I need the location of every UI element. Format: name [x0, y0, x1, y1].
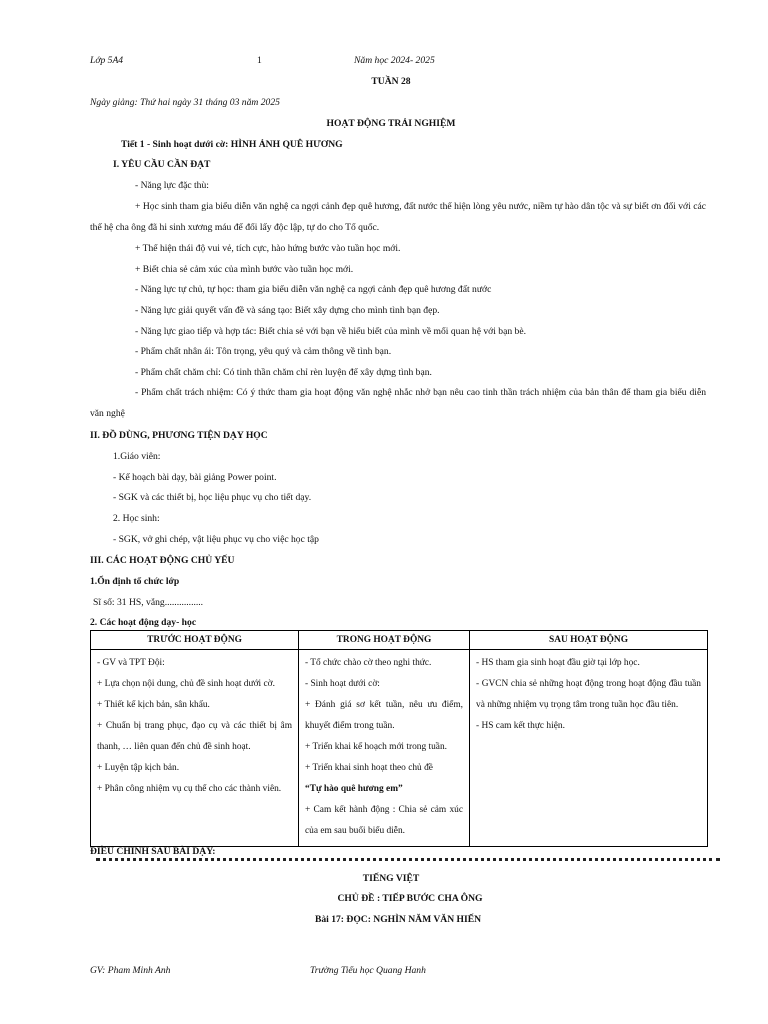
before-item: + Thiết kế kịch bản, sân khấu. — [97, 700, 210, 710]
after-item: - GVCN chia sẻ những hoạt động trong hoạt động đầu tuần và những nhiệm vụ trọng tâm trong tuần học đầu tiên. — [476, 679, 701, 710]
teaching-date: Ngày giảng: Thứ hai ngày 31 tháng 03 năm 2025 — [90, 97, 280, 108]
header-school-year: Năm học 2024- 2025 — [354, 55, 435, 66]
before-item: + Luyện tập kịch bản. — [97, 763, 180, 773]
s1-line-1: - Năng lực đặc thù: — [135, 180, 209, 191]
during-item: + Cam kết hành động : Chia sẻ cảm xúc của em sau buổi biểu diễn. — [305, 805, 463, 836]
during-theme-title: “Tự hào quê hương em” — [305, 784, 403, 794]
topic-2-title: CHỦ ĐỀ : TIẾP BƯỚC CHA ÔNG — [337, 893, 483, 904]
column-header-after: SAU HOẠT ĐỘNG — [470, 631, 708, 650]
during-item: - Tổ chức chào cờ theo nghi thức. — [305, 658, 432, 668]
s1-line-2: + Học sinh tham gia biểu diễn văn nghệ ca ngợi cảnh đẹp quê hương, đất nước thể hiện lòng yêu nước, niềm tự hào dân tộc và sự biết ơn đối với các thế hệ cha ông đã hi sinh xương máu để đổi lấy độc lập, tự do cho Tổ quốc. — [90, 201, 706, 233]
subject-2-title: TIẾNG VIỆT — [362, 873, 420, 884]
s2-line-2: - Kế hoạch bài dạy, bài giảng Power point. — [113, 472, 277, 483]
before-item: - GV và TPT Đội: — [97, 658, 165, 668]
footer-teacher: GV: Pham Minh Anh — [90, 965, 171, 976]
lesson-title: Tiết 1 - Sinh hoạt dưới cờ: HÌNH ẢNH QUÊ HƯƠNG — [121, 139, 343, 150]
before-activity-cell — [91, 650, 299, 847]
during-item: + Đánh giá sơ kết tuần, nêu ưu điểm, khuyết điểm trong tuần. — [305, 700, 463, 731]
lesson-2-title: Bài 17: ĐỌC: NGHÌN NĂM VĂN HIẾN — [314, 914, 482, 925]
after-item: - HS tham gia sinh hoạt đầu giờ tại lớp học. — [476, 658, 640, 668]
during-item: - Sinh hoạt dưới cờ: — [305, 679, 380, 689]
subject-title: HOẠT ĐỘNG TRẢI NGHIỆM — [326, 118, 456, 129]
activity-table — [90, 630, 708, 847]
s1-line-6: - Năng lực giải quyết vấn đề và sáng tạo: Biết xây dựng cho mình tình bạn đẹp. — [135, 305, 440, 316]
before-item: + Lựa chọn nội dung, chủ đề sinh hoạt dưới cờ. — [97, 679, 275, 689]
s2-line-3: - SGK và các thiết bị, học liệu phục vụ cho tiết dạy. — [113, 492, 312, 503]
header-page-number: 1 — [257, 55, 262, 66]
s1-line-5: - Năng lực tự chủ, tự học: tham gia biểu diễn văn nghệ ca ngợi cảnh đẹp quê hương đất nước — [135, 284, 492, 295]
header-class: Lớp 5A4 — [90, 55, 124, 66]
before-item: + Phân công nhiệm vụ cụ thể cho các thành viên. — [97, 784, 282, 794]
s1-line-4: + Biết chia sẻ cảm xúc của mình bước vào tuần học mới. — [135, 264, 354, 275]
section-3-2-heading: 2. Các hoạt động dạy- học — [90, 617, 197, 628]
s1-line-10: - Phẩm chất trách nhiệm: Có ý thức tham gia hoạt động văn nghệ nhắc nhở bạn nêu cao tinh thần trách nhiệm của bản thân để tham gia biểu diễn văn nghệ — [90, 387, 706, 419]
attendance-line: Sĩ số: 31 HS, vắng................ — [93, 597, 204, 608]
before-item: + Chuẩn bị trang phục, đạo cụ và các thiết bị âm thanh, … liên quan đến chủ đề sinh hoạt. — [97, 721, 292, 752]
section-3-1-heading: 1.Ổn định tổ chức lớp — [90, 576, 180, 587]
section-1-heading: I. YÊU CẦU CẦN ĐẠT — [113, 159, 211, 170]
s2-line-5: - SGK, vở ghi chép, vật liệu phục vụ cho việc học tập — [113, 534, 319, 545]
during-item: + Triển khai kế hoạch mới trong tuần. — [305, 742, 447, 752]
s2-line-4: 2. Học sinh: — [113, 513, 160, 524]
during-item: + Triển khai sinh hoạt theo chủ đề — [305, 763, 433, 773]
column-header-before: TRƯỚC HOẠT ĐỘNG — [91, 631, 299, 650]
during-activity-cell — [299, 650, 470, 847]
s1-line-3: + Thể hiện thái độ vui vẻ, tích cực, hào hứng bước vào tuần học mới. — [135, 243, 401, 254]
after-activity-cell — [470, 650, 708, 847]
section-3-heading: III. CÁC HOẠT ĐỘNG CHỦ YẾU — [90, 555, 235, 566]
after-item: - HS cam kết thực hiện. — [476, 721, 565, 731]
section-2-heading: II. ĐỒ DÙNG, PHƯƠNG TIỆN DẠY HỌC — [90, 430, 268, 441]
dotted-divider — [96, 858, 720, 864]
s1-line-8: - Phẩm chất nhân ái: Tôn trọng, yêu quý và cảm thông về tình bạn. — [135, 346, 392, 357]
adjustment-heading: ĐIỀU CHỈNH SAU BÀI DẠY: — [90, 846, 216, 857]
column-header-during: TRONG HOẠT ĐỘNG — [299, 631, 470, 650]
s1-line-7: - Năng lực giao tiếp và hợp tác: Biết chia sẻ với bạn về hiểu biết của mình về mối quan hệ với bạn bè. — [135, 326, 526, 337]
footer-school: Trường Tiểu học Quang Hanh — [310, 965, 426, 976]
s1-line-9: - Phẩm chất chăm chỉ: Có tinh thần chăm chỉ rèn luyện để xây dựng tình bạn. — [135, 367, 432, 378]
week-title: TUẦN 28 — [371, 76, 411, 87]
s2-line-1: 1.Giáo viên: — [113, 451, 161, 462]
